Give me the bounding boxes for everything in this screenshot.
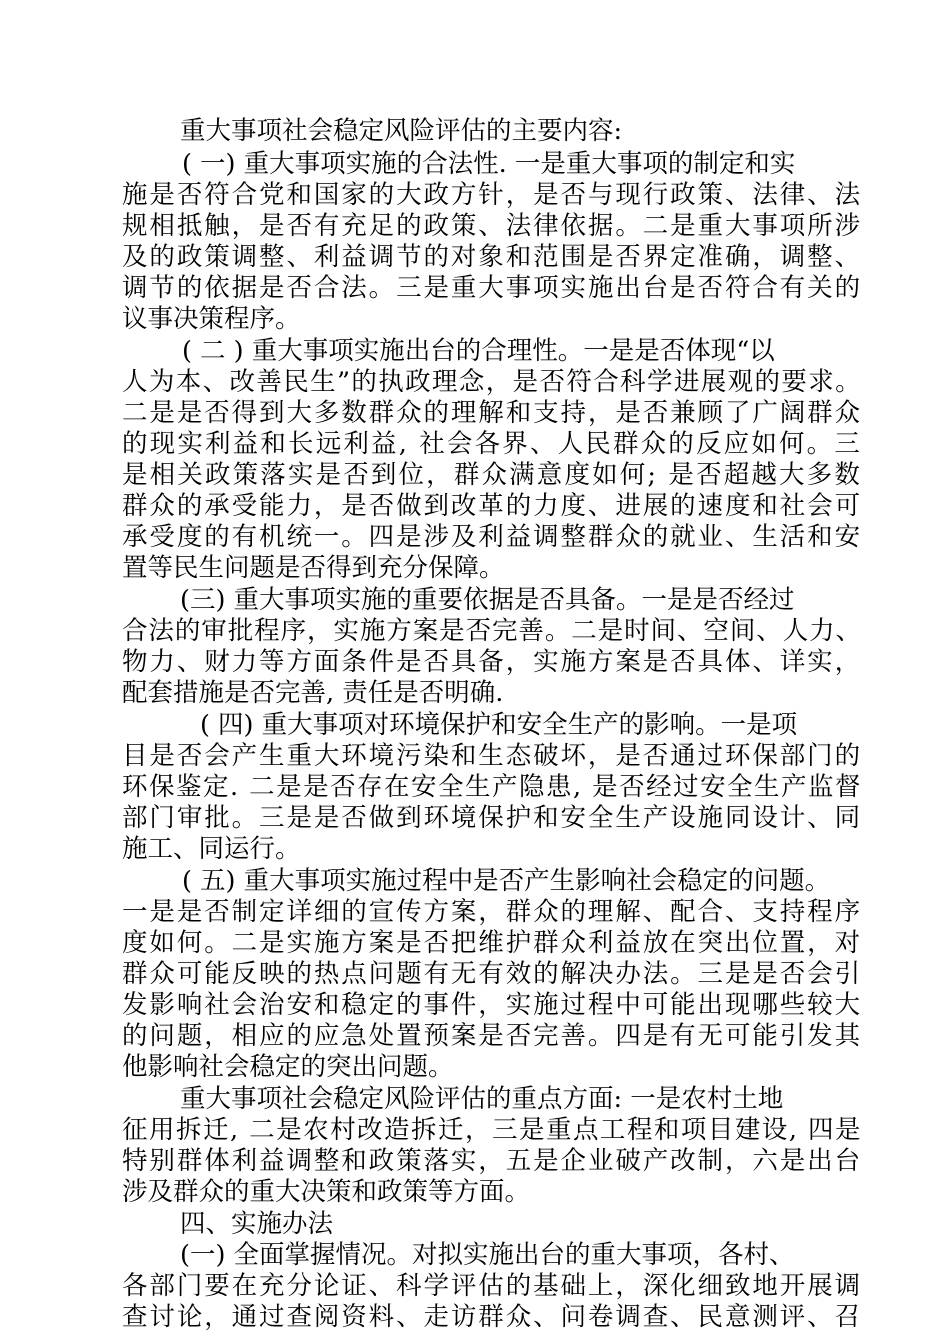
text-line: 涉及群众的重大决策和政策等方面。 [122, 1177, 531, 1207]
text-line: ( 二 ) 重大事项实施出台的合理性。一是是否体现“以 [182, 336, 775, 366]
text-line: 置等民生问题是否得到充分保障。 [122, 553, 505, 583]
text-line: 物力、财力等方面条件是否具备，实施方案是否具体、详实， [122, 647, 862, 677]
text-line: 一是是否制定详细的宣传方案，群众的理解、配合、支持程序 [122, 897, 862, 927]
text-line: (一) 全面掌握情况。对拟实施出台的重大事项，各村、 [180, 1240, 795, 1270]
text-line: 的现实利益和长远利益, 社会各界、人民群众的反应如何。三 [122, 429, 863, 459]
text-line: 部门审批。三是是否做到环境保护和安全生产设施同设计、同 [122, 803, 862, 833]
text-line: 合法的审批程序，实施方案是否完善。二是时间、空间、人力、 [122, 616, 862, 646]
text-line: 群众的承受能力，是否做到改革的力度、进展的速度和社会可 [122, 491, 862, 521]
text-line: 重大事项社会稳定风险评估的主要内容: [180, 116, 623, 146]
text-line: ( 四) 重大事项对环境保护和安全生产的影响。一是项 [200, 710, 798, 740]
text-line: (三) 重大事项实施的重要依据是否具备。一是是否经过 [180, 585, 795, 615]
text-line: 议事决策程序。 [122, 304, 301, 334]
text-line: 各部门要在充分论证、科学评估的基础上，深化细致地开展调 [122, 1271, 862, 1301]
text-line: 施是否符合党和国家的大政方针，是否与现行政策、法律、法 [122, 180, 862, 210]
text-line: 征用拆迁, 二是农村改造拆迁，三是重点工程和项目建设, 四是 [122, 1115, 862, 1145]
text-line: 是相关政策落实是否到位，群众满意度如何; 是否超越大多数 [122, 460, 862, 490]
text-line: 规相抵触，是否有充足的政策、法律依据。二是重大事项所涉 [122, 211, 862, 241]
text-line: 目是否会产生重大环境污染和生态破坏，是否通过环保部门的 [122, 741, 862, 771]
text-line: 承受度的有机统一。四是涉及利益调整群众的就业、生活和安 [122, 522, 862, 552]
text-line: 他影响社会稳定的突出问题。 [122, 1052, 454, 1082]
text-line: 的问题，相应的应急处置预案是否完善。四是有无可能引发其 [122, 1021, 862, 1051]
text-line: 及的政策调整、利益调节的对象和范围是否界定准确，调整、 [122, 242, 862, 272]
text-line: 重大事项社会稳定风险评估的重点方面: 一是农村土地 [180, 1084, 784, 1114]
text-line: 度如何。二是实施方案是否把维护群众利益放在突出位置，对 [122, 928, 862, 958]
text-line: 人为本、改善民生”的执政理念，是否符合科学进展观的要求。 [122, 367, 862, 397]
text-line: 二是是否得到大多数群众的理解和支持，是否兼顾了广阔群众 [122, 398, 862, 428]
text-line: 配套措施是否完善, 责任是否明确. [122, 678, 504, 708]
text-line: 四、实施办法 [180, 1209, 334, 1239]
text-line: ( 一) 重大事项实施的合法性. 一是重大事项的制定和实 [182, 149, 796, 179]
text-line: 查讨论，通过查阅资料、走访群众、问卷调查、民意测评、召 [122, 1302, 862, 1332]
text-line: 群众可能反映的热点问题有无有效的解决办法。三是是否会引 [122, 959, 862, 989]
text-line: 发影响社会治安和稳定的事件，实施过程中可能出现哪些较大 [122, 990, 862, 1020]
text-line: 特别群体利益调整和政策落实，五是企业破产改制，六是出台 [122, 1146, 862, 1176]
text-line: 环保鉴定. 二是是否存在安全生产隐患, 是否经过安全生产监督 [122, 772, 862, 802]
text-line: ( 五) 重大事项实施过程中是否产生影响社会稳定的问题。 [182, 866, 831, 896]
text-line: 调节的依据是否合法。三是重大事项实施出台是否符合有关的 [122, 273, 862, 303]
text-line: 施工、同运行。 [122, 834, 301, 864]
